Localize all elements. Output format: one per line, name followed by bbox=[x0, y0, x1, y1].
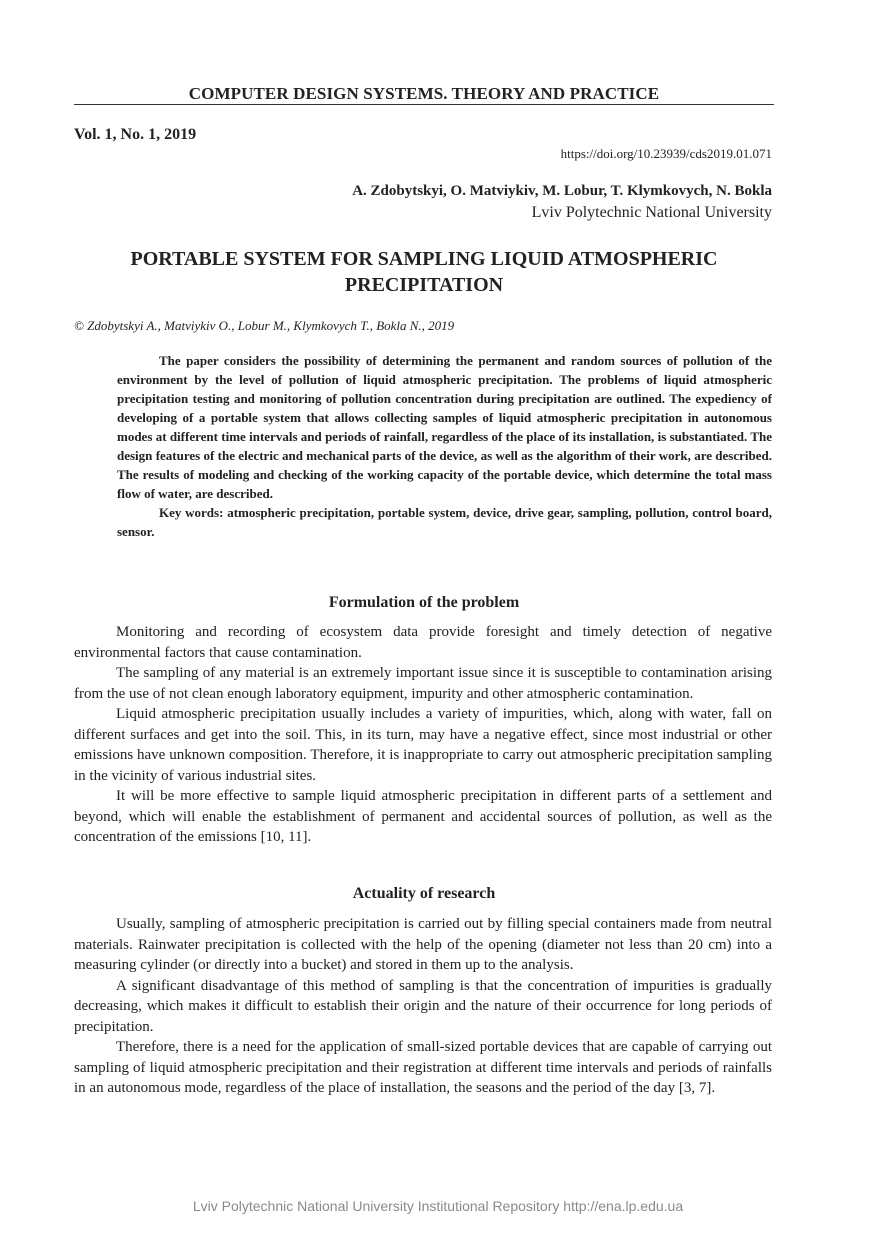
copyright-line: © Zdobytskyi A., Matviykiv O., Lobur M., Klymkovych T., Bokla N., 2019 bbox=[74, 318, 455, 333]
paragraph: The sampling of any material is an extremely important issue since it is susceptible to contamination arising from the use of not clean enough laboratory equipment, impurity and other atmospheric contamination. bbox=[74, 665, 772, 702]
paragraph: Usually, sampling of atmospheric precipitation is carried out by filling special containers made from neutral materials. Rainwater precipitation is collected with the help of the opening (diameter not less than 20 cm) into a measuring cylinder (or directly into a bucket) and stored in them up to the analysis. bbox=[74, 916, 772, 973]
journal-title: COMPUTER DESIGN SYSTEMS. THEORY AND PRACTICE bbox=[188, 84, 660, 103]
keywords: Key words: atmospheric precipitation, portable system, device, drive gear, sampling, pollution, control board, sensor. bbox=[117, 505, 772, 539]
paper-title: PORTABLE SYSTEM FOR SAMPLING LIQUID ATMOSPHERIC PRECIPITATION bbox=[130, 248, 718, 296]
abstract-text: The paper considers the possibility of determining the permanent and random sources of pollution of the environment by the level of pollution of liquid atmospheric precipitation. The problems of liquid atmospheric precipitation testing and monitoring of pollution concentration during precipitation are outlined. The expediency of developing of a portable system that allows collecting samples of liquid atmospheric precipitation in autonomous modes at different time intervals and periods of rainfall, regardless of the place of its installation, is substantiated. The design features of the electric and mechanical parts of the device, as well as the algorithm of their work, are described. The results of modeling and checking of the working capacity of the portable device, which determine the total mass flow of water, are described. bbox=[117, 353, 772, 501]
authors: A. Zdobytskyi, O. Matviykiv, M. Lobur, T. Klymkovych, N. Bokla bbox=[352, 183, 772, 199]
section-heading: Actuality of research bbox=[352, 885, 496, 902]
paragraph: Therefore, there is a need for the application of small-sized portable devices that are capable of carrying out sampling of liquid atmospheric precipitation and their registration at different time intervals and periods of rainfalls in an autonomous mode, regardless of the place of installation, the seasons and the period of the day [3, 7]. bbox=[74, 1039, 772, 1096]
section-body bbox=[74, 622, 772, 848]
paragraph: Monitoring and recording of ecosystem data provide foresight and timely detection of negative environmental factors that cause contamination. bbox=[74, 624, 772, 661]
volume-info: Vol. 1, No. 1, 2019 bbox=[74, 126, 197, 143]
paragraph: It will be more effective to sample liquid atmospheric precipitation in different parts of a settlement and beyond, which will enable the establishment of permanent and accidental sources of pollution, as well as the concentration of the emissions [10, 11]. bbox=[74, 788, 772, 845]
abstract bbox=[117, 351, 772, 541]
section-heading: Formulation of the problem bbox=[328, 594, 520, 611]
paragraph: Liquid atmospheric precipitation usually includes a variety of impurities, which, along with water, fall on different surfaces and get into the soil. This, in its turn, may have a negative effect, since most industrial or other emissions have unknown composition. Therefore, it is inappropriate to carry out atmospheric precipitation sampling in the vicinity of various industrial sites. bbox=[74, 706, 772, 784]
affiliation: Lviv Polytechnic National University bbox=[531, 204, 772, 221]
doi-link[interactable]: https://doi.org/10.23939/cds2019.01.071 bbox=[560, 146, 772, 161]
header-rule bbox=[74, 104, 774, 105]
section-body bbox=[74, 914, 772, 1099]
paragraph: A significant disadvantage of this method of sampling is that the concentration of impurities is gradually decreasing, which makes it difficult to establish their origin and the nature of their occurrence for long periods of precipitation. bbox=[74, 977, 772, 1035]
repository-footer: Lviv Polytechnic National University Institutional Repository http://ena.lp.edu.ua bbox=[192, 1198, 684, 1214]
